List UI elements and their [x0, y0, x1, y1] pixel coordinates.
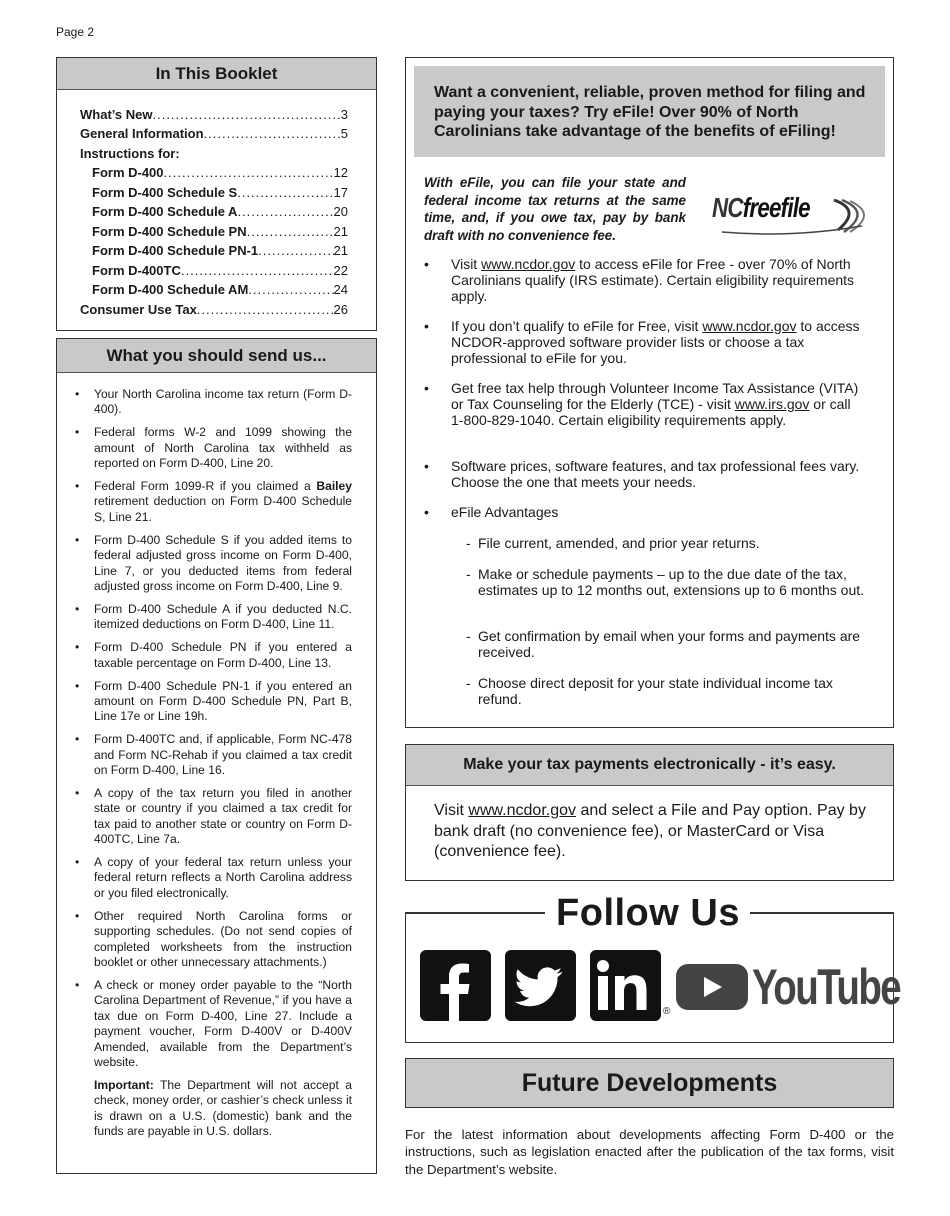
follow-us-title: Follow Us	[556, 892, 740, 934]
toc-page: 21	[333, 223, 348, 239]
toc-label: Form D-400 Schedule AM	[92, 282, 249, 297]
toc-entry	[80, 141, 348, 161]
future-body: For the latest information about developments affecting Form D-400 or the instructions, such as legislation enacted after the publication of the tax forms, visit the Department’s website.	[405, 1127, 894, 1177]
toc-label: General Information	[80, 126, 204, 141]
toc-entry	[80, 161, 348, 181]
send-item: • Form D-400 Schedule A if you deducted N.C. itemized deductions on Form D-400, Line 11.	[75, 602, 352, 633]
efile-intro: With eFile, you can file your state and federal income tax returns at the same time, and, if you owe tax, pay by bank draft with no convenience fee.	[424, 175, 686, 243]
future-developments-section	[405, 1058, 894, 1108]
efile-section	[405, 57, 894, 728]
toc-label: Form D-400 Schedule PN	[92, 223, 247, 239]
toc-entry	[80, 180, 348, 200]
toc-entry	[80, 200, 348, 220]
ncdor-link[interactable]: www.ncdor.gov	[702, 318, 797, 334]
swoosh-icon	[712, 192, 872, 238]
toc-label: Instructions for:	[80, 145, 180, 161]
toc-label: What’s New	[80, 106, 153, 122]
efile-header: Want a convenient, reliable, proven method for filing and paying your taxes? Try eFile! Over 90% of North Carolinians take advantage of the benefits of eFiling!	[414, 66, 885, 157]
send-item: • Form D-400 Schedule PN-1 if you entered an amount on Form D-400 Schedule PN, Part B, Line 17e or Line 19h.	[75, 679, 352, 725]
page-number: Page 2	[56, 25, 95, 39]
send-item: • A check or money order payable to the “North Carolina Department of Revenue,” if you have a tax due on Form D-400, Line 27. Include a payment voucher, Form D-400V or D-400V Amended, available from the Department’s website.	[75, 978, 352, 1070]
toc-title: In This Booklet	[57, 58, 376, 90]
toc-page: 12	[333, 165, 348, 180]
pay-title: Make your tax payments electronically - it’s easy.	[406, 745, 893, 786]
toc-page: 20	[333, 204, 348, 219]
send-list	[75, 387, 352, 1147]
toc-page: 24	[333, 282, 348, 297]
toc-label: Form D-400 Schedule S	[92, 184, 238, 200]
efile-bullet: • Visit www.ncdor.gov to access eFile for Free - over 70% of North Carolinians qualify (IRS estimate). Certain eligibility requirements apply.	[424, 256, 855, 304]
efile-bullet: • Get free tax help through Volunteer Income Tax Assistance (VITA) or Tax Counseling for the Elderly (TCE) - visit www.irs.gov or call 1-800-829-1040. Certain eligibility requirements apply.	[424, 380, 859, 428]
toc-label: Form D-400 Schedule A	[92, 204, 238, 219]
toc-page: 17	[333, 184, 348, 200]
toc-label: Consumer Use Tax	[80, 301, 197, 317]
irs-link[interactable]: www.irs.gov	[734, 396, 810, 412]
future-title: Future Developments	[406, 1059, 893, 1107]
toc-label: Form D-400 Schedule PN-1	[92, 243, 259, 258]
toc-page: 26	[333, 301, 348, 317]
table-of-contents	[56, 57, 377, 331]
advantage-item: - Make or schedule payments – up to the due date of the tax, estimates up to 12 months out, extensions up to 6 months out.	[466, 566, 865, 598]
efile-bullet: • eFile Advantages	[424, 504, 559, 520]
toc-entry	[80, 122, 348, 142]
advantage-item: - Get confirmation by email when your forms and payments are received.	[466, 628, 861, 660]
send-item: • Form D-400 Schedule PN if you entered a taxable percentage on Form D-400, Line 13.	[75, 640, 352, 671]
toc-entry	[80, 297, 348, 317]
efile-bullet: • If you don’t qualify to eFile for Free, visit www.ncdor.gov to access NCDOR-approved software provider lists or choose a tax professional to eFile for you.	[424, 318, 860, 366]
send-item: • A copy of your federal tax return unless your federal return reflects a North Carolina address or you filed electronically.	[75, 855, 352, 901]
toc-page: 5	[340, 126, 348, 141]
efile-bullet: • Software prices, software features, and tax professional fees vary. Choose the one that meets your needs.	[424, 458, 860, 490]
send-us-section	[56, 338, 377, 1174]
facebook-icon[interactable]	[420, 950, 491, 1021]
toc-list	[80, 102, 348, 317]
important-note: Important: The Department will not accept a check, money order, or cashier’s check unless it is drawn on a U.S. (domestic) bank and the funds are payable in U.S. dollars.	[94, 1077, 352, 1139]
advantage-item: - File current, amended, and prior year returns.	[466, 535, 760, 551]
toc-entry	[80, 278, 348, 298]
send-item: • Form D-400TC and, if applicable, Form NC-478 and Form NC-Rehab if you claimed a tax credit on Form D-400, Line 16.	[75, 732, 352, 778]
pay-electronically-section	[405, 744, 894, 881]
registered-icon: ®	[663, 1006, 671, 1017]
toc-page: 22	[333, 262, 348, 278]
ncfreefile-logo: NCfreefile	[712, 192, 872, 238]
youtube-play-icon[interactable]	[676, 964, 748, 1010]
send-item: • Other required North Carolina forms or supporting schedules. (Do not send copies of completed worksheets from the instruction booklet or other unnecessary attachments.)	[75, 909, 352, 971]
ncdor-link[interactable]: www.ncdor.gov	[468, 802, 576, 819]
toc-label: Form D-400TC	[92, 262, 181, 278]
toc-label: Form D-400	[92, 165, 164, 180]
youtube-wordmark[interactable]: YouTube	[752, 959, 901, 1015]
advantage-item: - Choose direct deposit for your state individual income tax refund.	[466, 675, 833, 707]
send-title: What you should send us...	[57, 339, 376, 373]
send-item: • Federal Form 1099-R if you claimed a Bailey retirement deduction on Form D-400 Schedule S, Line 21.	[75, 479, 352, 525]
toc-entry	[80, 219, 348, 239]
toc-entry	[80, 258, 348, 278]
send-item: • Your North Carolina income tax return (Form D-400).	[75, 387, 352, 418]
send-item: • Federal forms W-2 and 1099 showing the amount of North Carolina tax withheld as reported on Form D-400, Line 20.	[75, 425, 352, 471]
pay-body: Visit www.ncdor.gov and select a File and Pay option. Pay by bank draft (no convenience fee), or MasterCard or Visa (convenience fee).	[434, 802, 866, 860]
toc-entry	[80, 239, 348, 259]
ncdor-link[interactable]: www.ncdor.gov	[481, 256, 576, 272]
twitter-icon[interactable]	[505, 950, 576, 1021]
toc-page: 21	[333, 243, 348, 258]
toc-page: 3	[340, 106, 348, 122]
toc-entry	[80, 102, 348, 122]
send-item: • Form D-400 Schedule S if you added items to federal adjusted gross income on Form D-400, Line 7, or you deducted items from federal adjusted gross income on Form D-400, Line 9.	[75, 533, 352, 595]
send-item: • A copy of the tax return you filed in another state or country if you claimed a tax credit for tax paid to another state or country on Form D-400TC, Line 7a.	[75, 786, 352, 848]
linkedin-icon[interactable]	[590, 950, 661, 1021]
